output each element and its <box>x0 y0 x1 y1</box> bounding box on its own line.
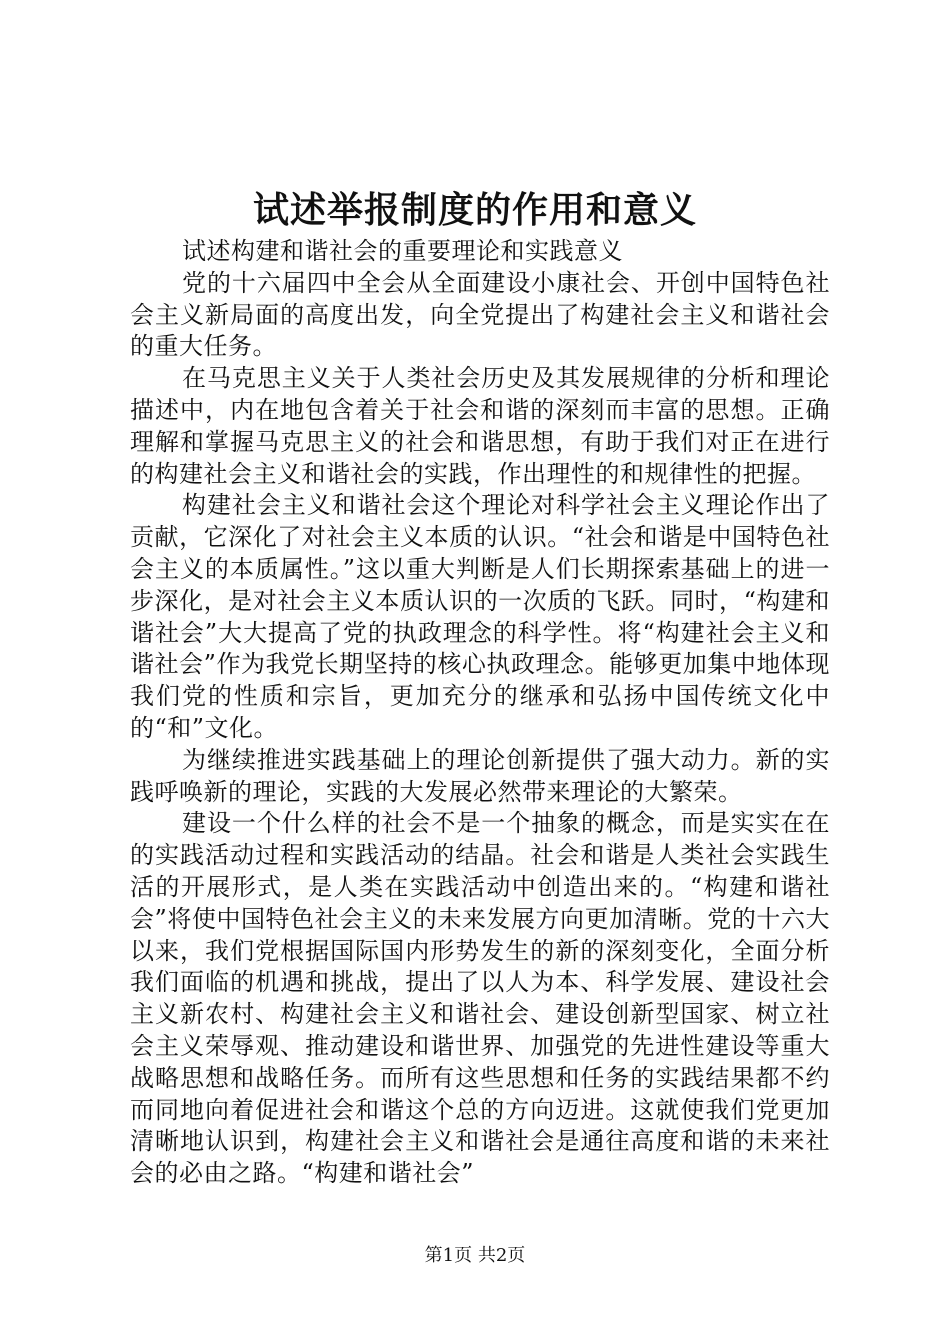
body-paragraph: 为继续推进实践基础上的理论创新提供了强大动力。新的实践呼唤新的理论，实践的大发展必然带来理论的大繁荣。 <box>130 745 830 806</box>
document-body <box>130 236 830 1190</box>
page-number-footer: 第1页 共2页 <box>424 1245 526 1266</box>
body-paragraph: 在马克思主义关于人类社会历史及其发展规律的分析和理论描述中，内在地包含着关于社会和谐的深刻而丰富的思想。正确理解和掌握马克思主义的社会和谐思想，有助于我们对正在进行的构建社会主义和谐社会的实践，作出理性的和规律性的把握。 <box>130 364 830 488</box>
body-paragraph: 党的十六届四中全会从全面建设小康社会、开创中国特色社会主义新局面的高度出发，向全党提出了构建社会主义和谐社会的重大任务。 <box>130 268 830 361</box>
subtitle-paragraph: 试述构建和谐社会的重要理论和实践意义 <box>182 237 623 265</box>
document-title: 试述举报制度的作用和意义 <box>252 189 697 231</box>
body-paragraph: 构建社会主义和谐社会这个理论对科学社会主义理论作出了贡献，它深化了对社会主义本质的认识。“社会和谐是中国特色社会主义的本质属性。”这以重大判断是人们长期探索基础上的进一步深化，是对社会主义本质认识的一次质的飞跃。同时，“构建和谐社会”大大提高了党的执政理念的科学性。将“构建社会主义和谐社会”作为我党长期坚持的核心执政理念。能够更加集中地体现我们党的性质和宗旨，更加充分的继承和弘扬中国传统文化中的“和”文化。 <box>130 491 830 742</box>
body-paragraph: 建设一个什么样的社会不是一个抽象的概念，而是实实在在的实践活动过程和实践活动的结晶。社会和谐是人类社会实践生活的开展形式，是人类在实践活动中创造出来的。“构建和谐社会”将使中国特色社会主义的未来发展方向更加清晰。党的十六大以来，我们党根据国际国内形势发生的新的深刻变化，全面分析我们面临的机遇和挑战，提出了以人为本、科学发展、建设社会主义新农村、构建社会主义和谐社会、建设创新型国家、树立社会主义荣辱观、推动建设和谐世界、加强党的先进性建设等重大战略思想和战略任务。而所有这些思想和任务的实践结果都不约而同地向着促进社会和谐这个总的方向迈进。这就使我们党更加清晰地认识到，构建社会主义和谐社会是通往高度和谐的未来社会的必由之路。“构建和谐社会” <box>130 809 830 1188</box>
